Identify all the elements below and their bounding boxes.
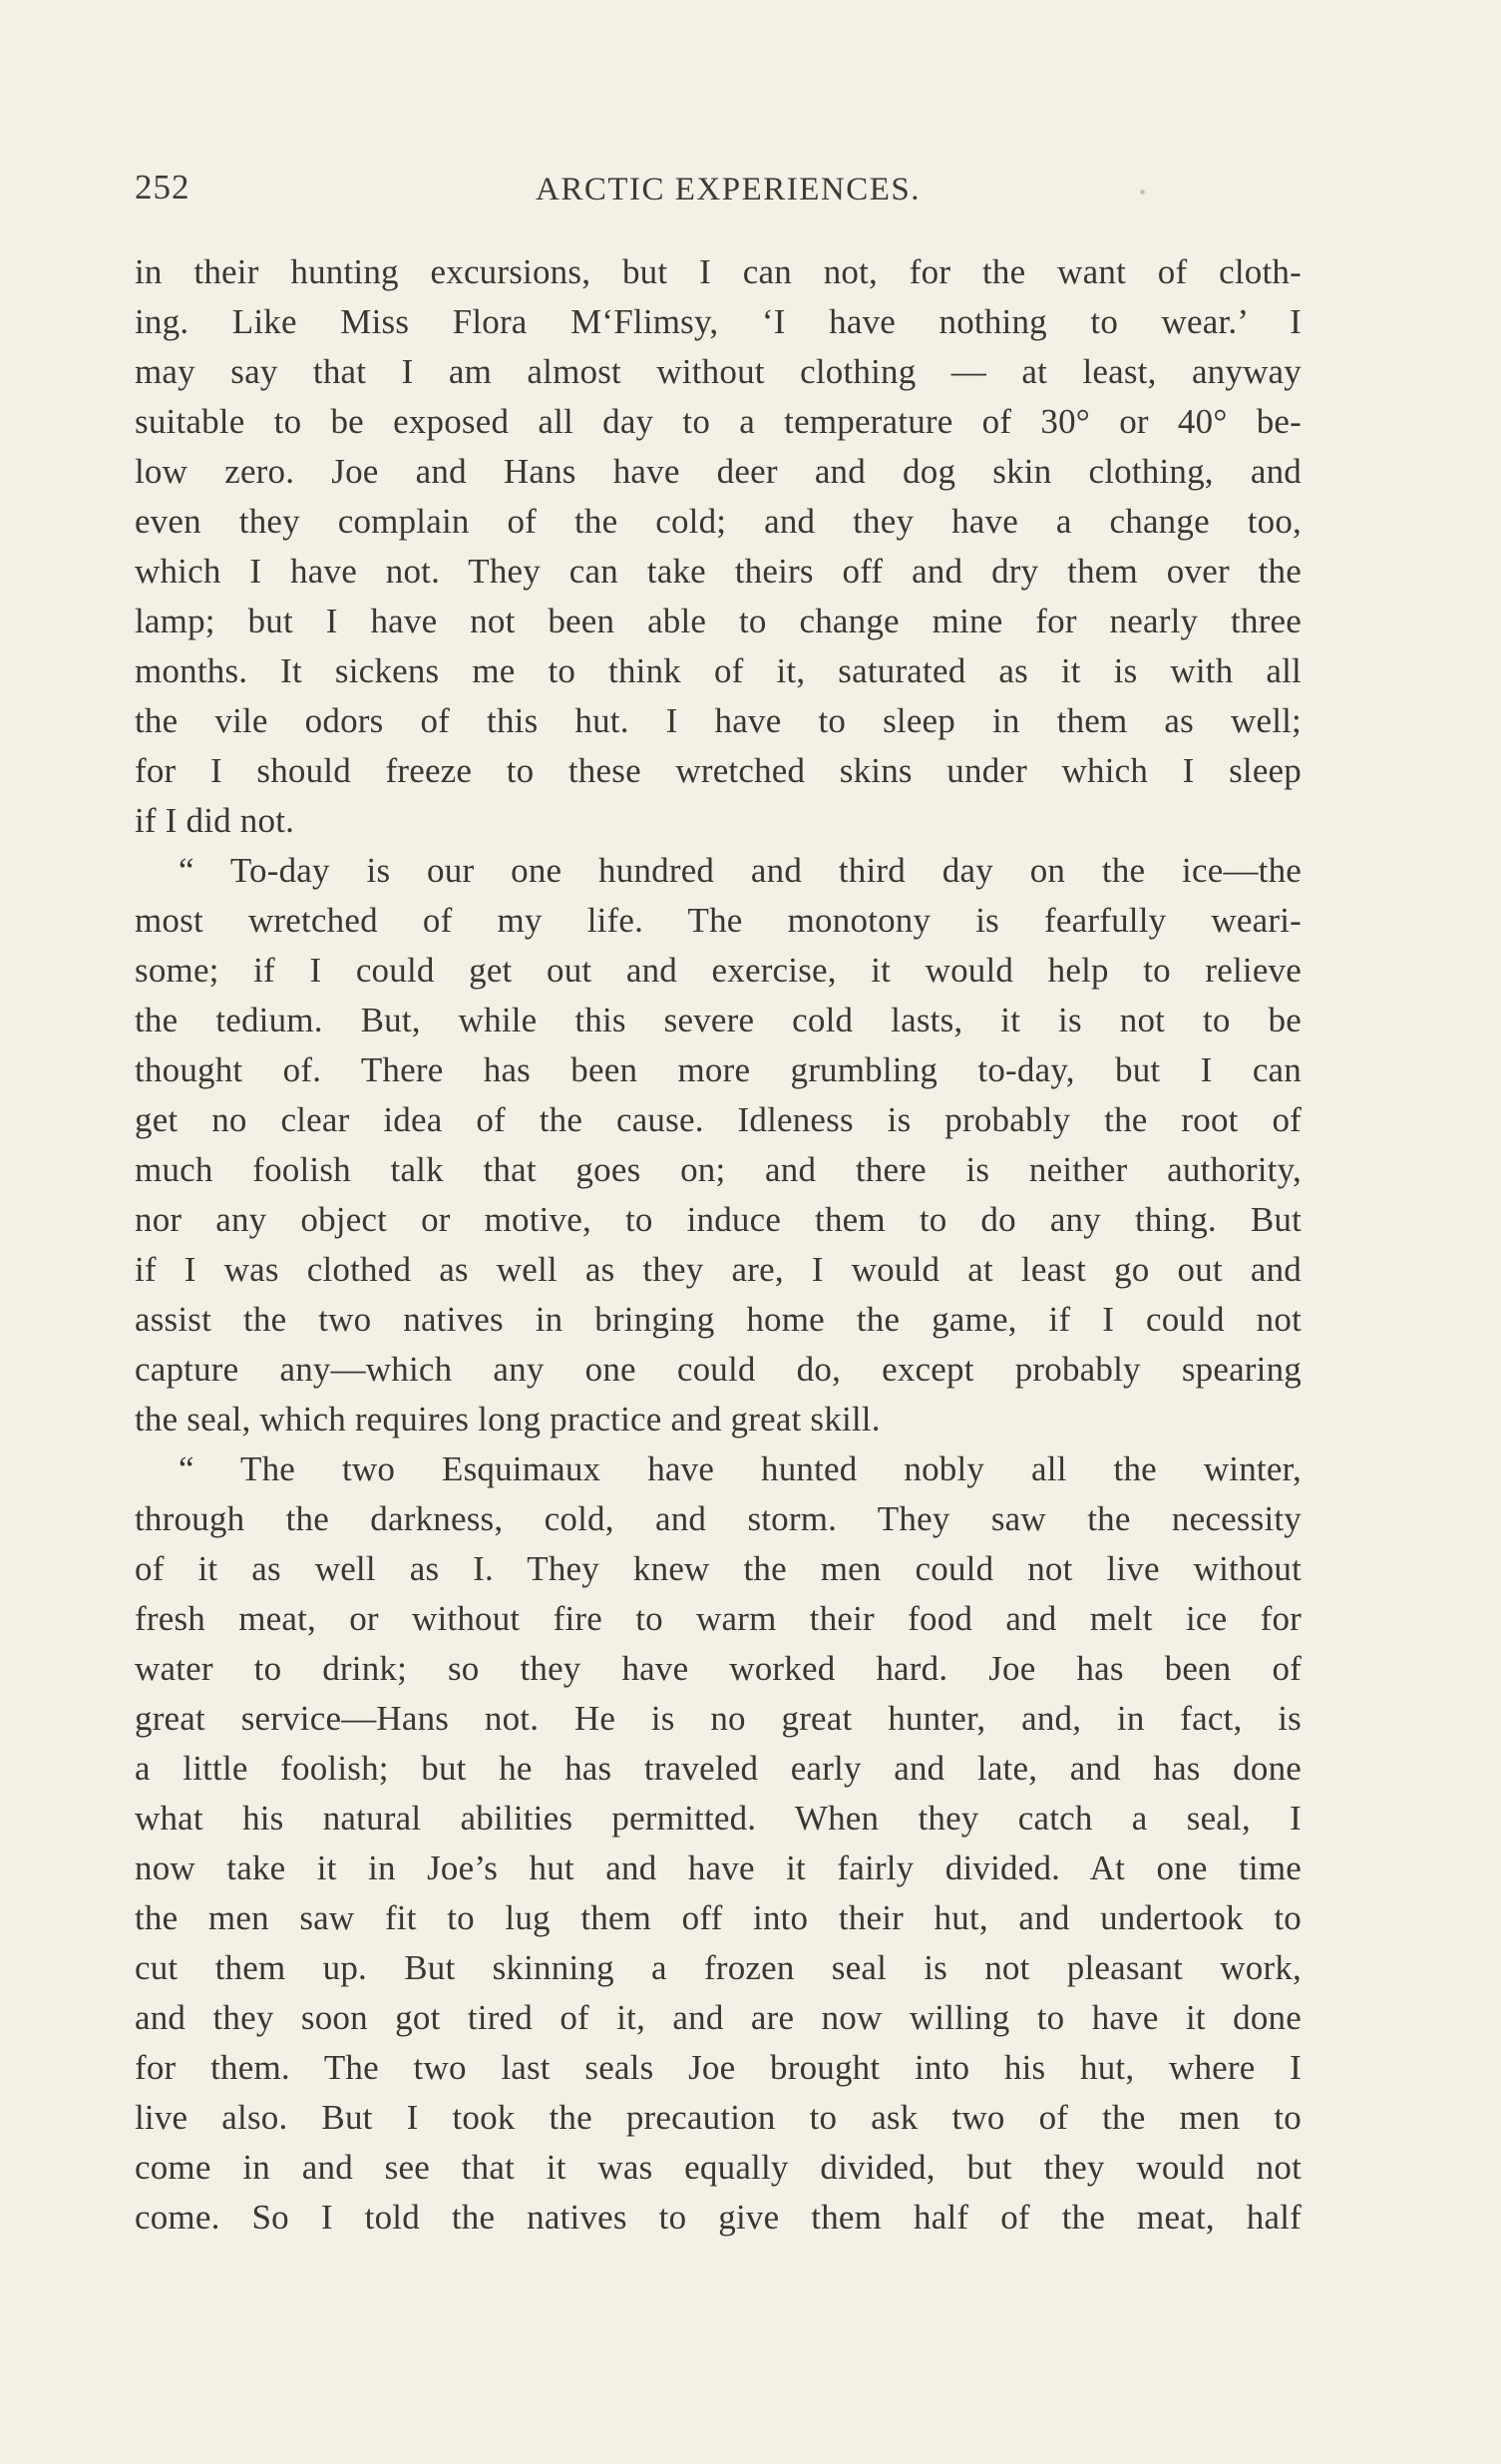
text-line: even they complain of the cold; and they have a change too, xyxy=(135,502,1302,541)
text-line: capture any—which any one could do, except probably spearing xyxy=(135,1350,1302,1389)
text-line: and they soon got tired of it, and are now willing to have it done xyxy=(135,1998,1302,2037)
text-line: come. So I told the natives to give them half of the meat, half xyxy=(135,2198,1302,2237)
page-header xyxy=(135,168,1302,219)
text-line: low zero. Joe and Hans have deer and dog skin clothing, and xyxy=(135,452,1302,491)
text-line: nor any object or motive, to induce them to do any thing. But xyxy=(135,1200,1302,1239)
text-line: the vile odors of this hut. I have to sleep in them as well; xyxy=(135,701,1302,740)
text-line: live also. But I took the precaution to ask two of the men to xyxy=(135,2098,1302,2137)
text-line: assist the two natives in bringing home the game, if I could not xyxy=(135,1300,1302,1339)
text-line: if I was clothed as well as they are, I would at least go out and xyxy=(135,1250,1302,1289)
text-line: most wretched of my life. The monotony is fearfully weari- xyxy=(135,901,1302,940)
running-title: ARCTIC EXPERIENCES. xyxy=(536,172,922,207)
text-line: ing. Like Miss Flora M‘Flimsy, ‘I have nothing to wear.’ I xyxy=(135,302,1302,341)
text-line: come in and see that it was equally divided, but they would not xyxy=(135,2148,1302,2187)
text-line: months. It sickens me to think of it, saturated as it is with all xyxy=(135,651,1302,690)
text-line: for I should freeze to these wretched skins under which I sleep xyxy=(135,751,1302,790)
text-line: the men saw fit to lug them off into their hut, and undertook to xyxy=(135,1898,1302,1937)
text-line: if I did not. xyxy=(135,801,295,840)
text-line: the tedium. But, while this severe cold lasts, it is not to be xyxy=(135,1001,1302,1039)
text-line: what his natural abilities permitted. When they catch a seal, I xyxy=(135,1799,1302,1838)
text-line: thought of. There has been more grumbling to-day, but I can xyxy=(135,1050,1302,1089)
text-line: which I have not. They can take theirs off and dry them over the xyxy=(135,552,1302,591)
text-line: a little foolish; but he has traveled early and late, and has done xyxy=(135,1749,1302,1788)
text-line: through the darkness, cold, and storm. They saw the necessity xyxy=(135,1499,1302,1538)
text-line: for them. The two last seals Joe brought into his hut, where I xyxy=(135,2048,1302,2087)
text-line: suitable to be exposed all day to a temperature of 30° or 40° be- xyxy=(135,402,1302,441)
printing-speck xyxy=(1140,190,1145,195)
text-line: lamp; but I have not been able to change mine for nearly three xyxy=(135,602,1302,640)
text-line: some; if I could get out and exercise, it would help to relieve xyxy=(135,951,1302,990)
text-line: “ To-day is our one hundred and third day on the ice—the xyxy=(179,851,1302,890)
body-text xyxy=(135,247,1302,2243)
text-line: fresh meat, or without fire to warm their food and melt ice for xyxy=(135,1599,1302,1638)
text-line: may say that I am almost without clothing — at least, anyway xyxy=(135,352,1302,391)
text-line: much foolish talk that goes on; and there is neither authority, xyxy=(135,1150,1302,1189)
text-line: get no clear idea of the cause. Idleness is probably the root of xyxy=(135,1100,1302,1139)
text-line: “ The two Esquimaux have hunted nobly all the winter, xyxy=(179,1449,1302,1488)
text-line: cut them up. But skinning a frozen seal is not pleasant work, xyxy=(135,1948,1302,1987)
text-line: now take it in Joe’s hut and have it fairly divided. At one time xyxy=(135,1848,1302,1887)
text-line: water to drink; so they have worked hard. Joe has been of xyxy=(135,1649,1302,1688)
text-line: the seal, which requires long practice and great skill. xyxy=(135,1400,881,1438)
text-line: in their hunting excursions, but I can not, for the want of cloth- xyxy=(135,252,1302,291)
page-number: 252 xyxy=(135,168,190,206)
text-line: of it as well as I. They knew the men could not live without xyxy=(135,1549,1302,1588)
text-line: great service—Hans not. He is no great hunter, and, in fact, is xyxy=(135,1699,1302,1738)
